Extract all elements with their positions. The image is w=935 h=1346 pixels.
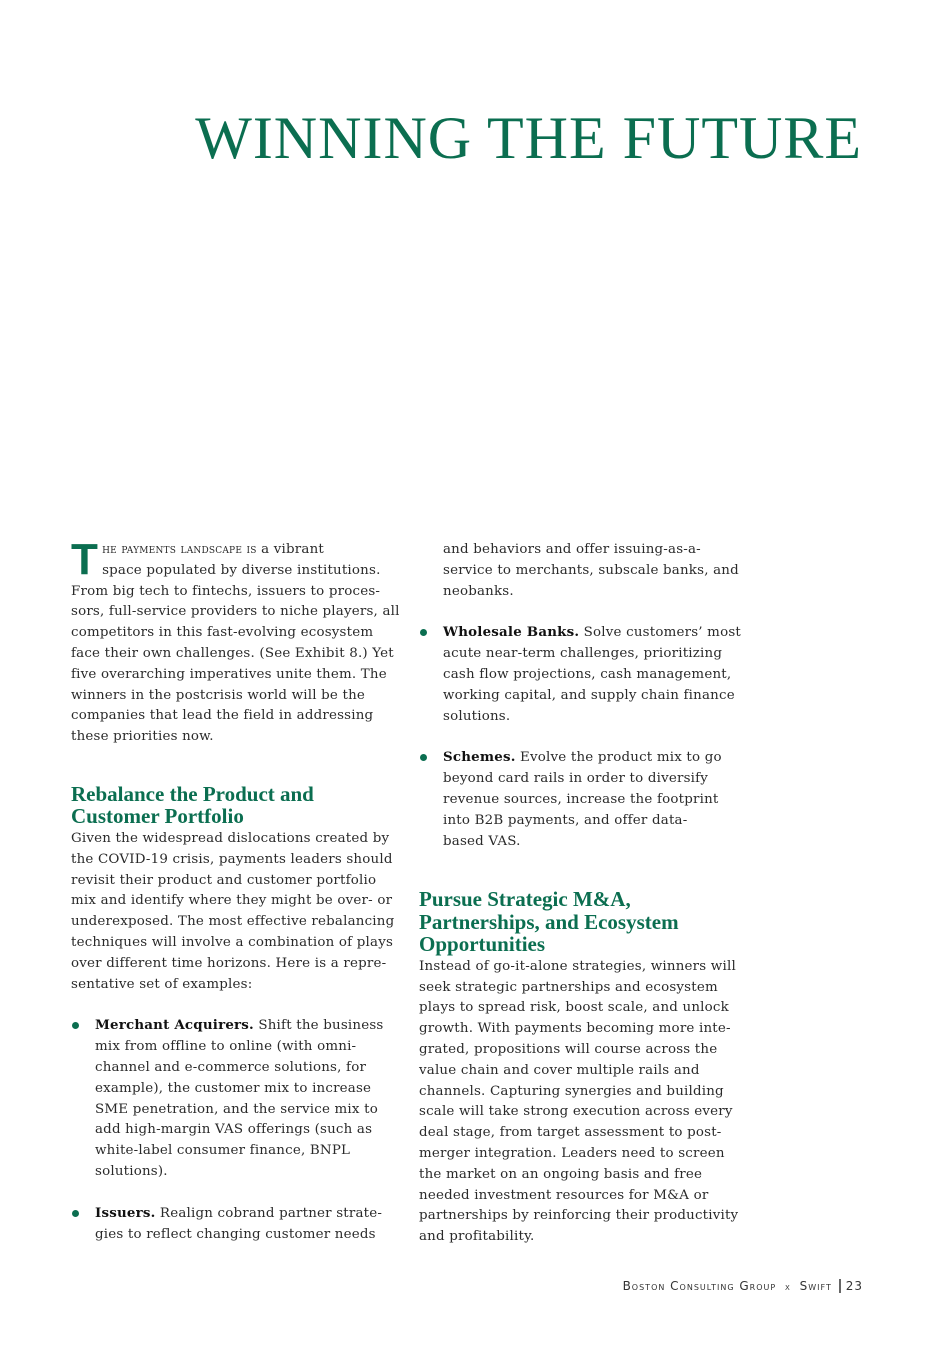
- bullet-text: Realign cobrand partner strate- gies to reflect changing customer needs: [95, 1205, 383, 1242]
- bullet-label: Wholesale Banks.: [443, 624, 580, 641]
- section-body-rebalance: Given the widespread dislocations created by the COVID-19 crisis, payments leaders should revisit their product and customer portfolio mix and identify where they might be over- or underexposed. The most effective rebalancing techniques will involve a combination of plays over different time horizons. Here is a repre- sentative set of examples:: [71, 830, 395, 992]
- bullet-merchant-acquirers: [71, 1015, 406, 1182]
- bullet-schemes: [419, 747, 759, 852]
- bullet-icon: [72, 1022, 79, 1029]
- section-heading-rebalance: Rebalance the Product and Customer Portfolio: [71, 781, 314, 829]
- bullet-icon: [420, 629, 427, 636]
- bullet-wholesale-banks: [419, 622, 759, 727]
- footer-partner: Swift: [799, 1279, 832, 1293]
- bullet-issuers: [71, 1203, 406, 1246]
- footer-publisher: Boston Consulting Group: [622, 1279, 777, 1293]
- intro-lead: he payments landscape is: [102, 542, 257, 557]
- left-column: [71, 535, 406, 1245]
- bullet-label: Issuers.: [95, 1204, 156, 1221]
- page-number: 23: [839, 1279, 863, 1293]
- bullet-icon: [72, 1210, 79, 1217]
- bullet-text: Evolve the product mix to go beyond card rails in order to diversify revenue sources, increase the footprint into B2B payments, and offer data- based VAS.: [443, 750, 722, 849]
- footer-separator: x: [785, 1282, 791, 1293]
- bullet-label: Merchant Acquirers.: [95, 1017, 254, 1034]
- bullet-text: Shift the business mix from offline to online (with omni- channel and e-commerce solutions, for example), the customer mix to increase SME penetration, and the service mix to add high-margin VAS offerings (such as white-label consumer finance, BNPL solutions).: [95, 1018, 384, 1179]
- intro-text: a vibrant space populated by diverse institutions. From big tech to fintechs, issuers to proces- sors, full-service providers to niche players, all competitors in this fast-evolving ecosystem face their own challenges. (See Exhibit 8.) Yet five overarching imperatives unite them. The winners in the postcrisis world will be the companies that lead the field in addressing these priorities now.: [71, 542, 400, 745]
- bullet-label: Schemes.: [443, 749, 516, 766]
- drop-cap: T: [71, 535, 99, 584]
- footer: [623, 1279, 863, 1293]
- bullet-icon: [420, 754, 427, 761]
- section-heading-ma: Pursue Strategic M&A, Partnerships, and Ecosystem Opportunities: [419, 887, 679, 957]
- issuers-continuation: and behaviors and offer issuing-as-a- service to merchants, subscale banks, and neobanks.: [443, 542, 739, 599]
- bullet-text: Solve customers’ most acute near-term challenges, prioritizing cash flow projections, cash management, working capital, and supply chain finance solutions.: [443, 625, 741, 724]
- intro-paragraph: [71, 535, 406, 748]
- right-column: [419, 540, 759, 1248]
- section-body-ma: Instead of go-it-alone strategies, winners will seek strategic partnerships and ecosystem plays to spread risk, boost scale, and unlock growth. With payments becoming more inte- grated, propositions will course across the value chain and cover multiple rails and channels. Capturing synergies and building scale will take strong execution across every deal stage, from target assessment to post- merger integration. Leaders need to screen the market on an ongoing basis and free needed investment resources for M&A or partnerships by reinforcing their productivity and profitability.: [419, 958, 739, 1245]
- page-title: WINNING THE FUTURE: [195, 105, 862, 171]
